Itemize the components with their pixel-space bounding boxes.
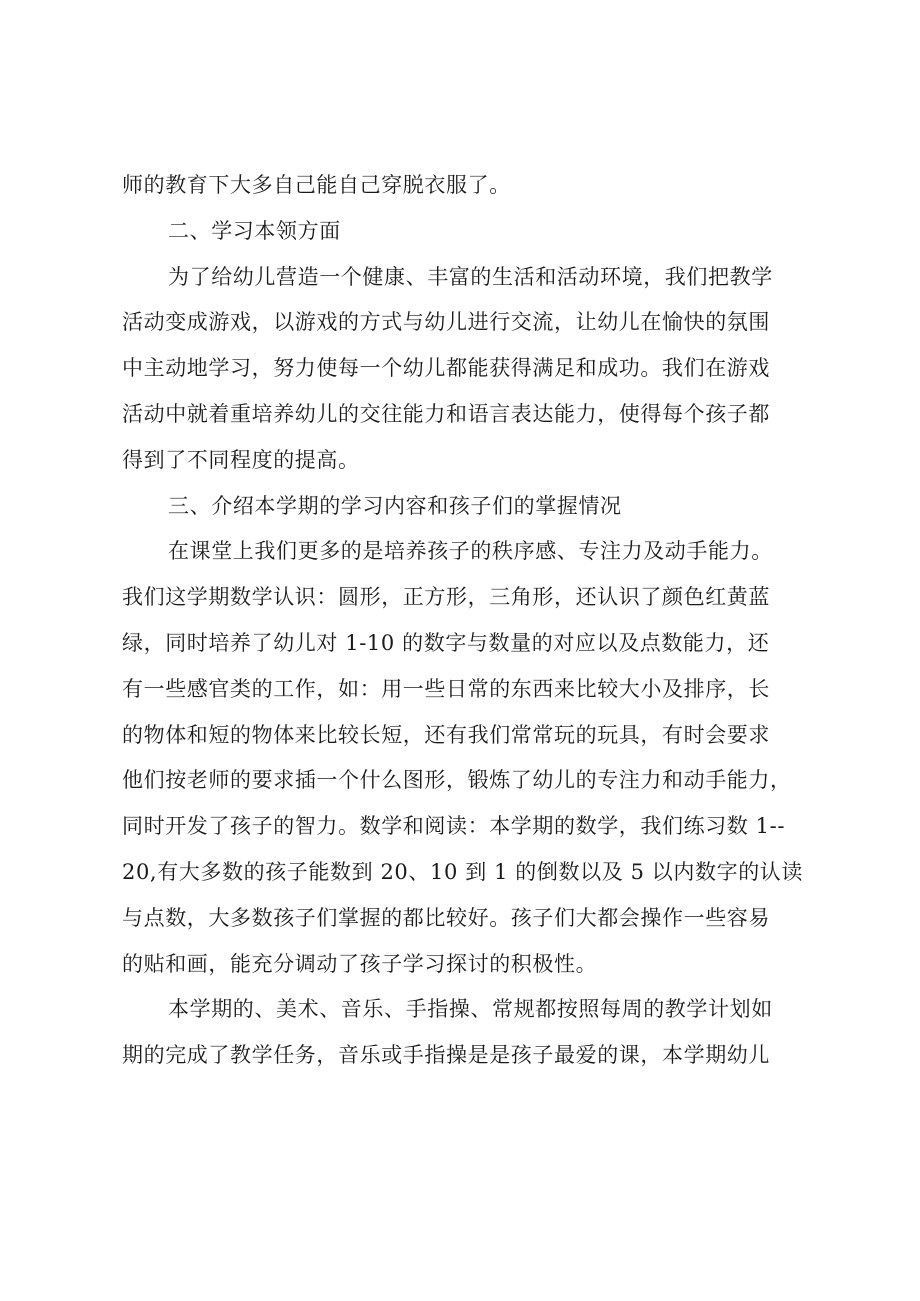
paragraph <box>122 987 822 1079</box>
paragraph <box>122 255 822 484</box>
text-line: 有一些感官类的工作，如：用一些日常的东西来比较大小及排序，长 <box>122 676 770 701</box>
text-line: 师的教育下大多自己能自己穿脱衣服了。 <box>122 173 511 197</box>
section-heading <box>122 209 822 255</box>
text-line: 活动中就着重培养幼儿的交往能力和语言表达能力，使得每个孩子都 <box>122 401 770 426</box>
section-heading <box>122 484 822 530</box>
text-line: 活动变成游戏，以游戏的方式与幼儿进行交流，让幼儿在愉快的氛围 <box>122 310 770 335</box>
paragraph <box>122 529 822 987</box>
text-line: 与点数，大多数孩子们掌握的都比较好。孩子们大都会操作一些容易 <box>122 905 770 930</box>
text-line: 中主动地学习，努力使每一个幼儿都能获得满足和成功。我们在游戏 <box>122 356 770 381</box>
text-line: 二、学习本领方面 <box>168 218 341 243</box>
text-line: 绿，同时培养了幼儿对 1-10 的数字与数量的对应以及点数能力，还 <box>122 630 770 655</box>
text-line: 三、介绍本学期的学习内容和孩子们的掌握情况 <box>168 493 622 518</box>
text-line: 他们按老师的要求插一个什么图形，锻炼了幼儿的专注力和动手能力， <box>122 768 792 793</box>
text-line: 同时开发了孩子的智力。数学和阅读：本学期的数学，我们练习数 1-- <box>122 814 786 839</box>
text-line: 的贴和画，能充分调动了孩子学习探讨的积极性。 <box>122 951 598 976</box>
document-body <box>122 163 822 1079</box>
text-line: 期的完成了教学任务，音乐或手指操是是孩子最爱的课，本学期幼儿 <box>122 1043 770 1068</box>
text-line: 本学期的、美术、音乐、手指操、常规都按照每周的教学计划如 <box>168 997 773 1022</box>
text-line: 的物体和短的物体来比较长短，还有我们常常玩的玩具，有时会要求 <box>122 722 770 747</box>
text-line: 为了给幼儿营造一个健康、丰富的生活和活动环境，我们把教学 <box>168 264 773 289</box>
text-line: 我们这学期数学认识：圆形，正方形，三角形，还认识了颜色红黄蓝 <box>122 585 770 610</box>
text-line: 20,有大多数的孩子能数到 20、10 到 1 的倒数以及 5 以内数字的认读 <box>122 859 804 884</box>
text-line: 在课堂上我们更多的是培养孩子的秩序感、专注力及动手能力。 <box>168 539 773 564</box>
paragraph <box>122 163 822 209</box>
text-line: 得到了不同程度的提高。 <box>122 447 360 472</box>
